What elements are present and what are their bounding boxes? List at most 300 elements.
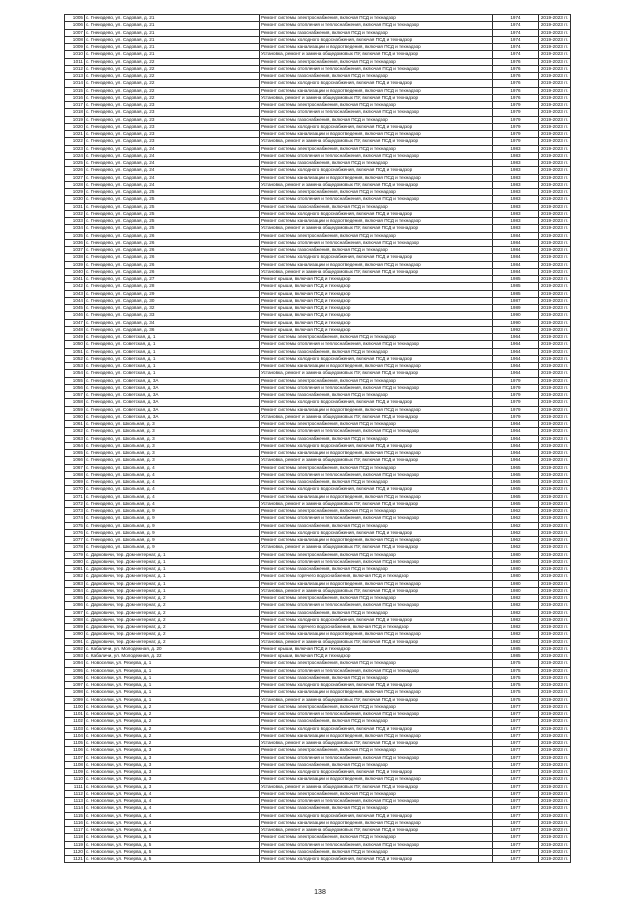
period-cell: 2019-2023 гг.	[539, 377, 571, 384]
table-row	[65, 711, 571, 718]
row-number: 1066	[65, 457, 85, 464]
address-cell: с. Новоселки, ул. Резерва, д. 1	[85, 674, 260, 681]
address-cell: с. Гнеиздево, ул. Садовая, д. 26	[85, 268, 260, 275]
row-number: 1028	[65, 181, 85, 188]
row-number: 1100	[65, 703, 85, 710]
year-built-cell: 1964	[493, 442, 539, 449]
address-cell: с. Гнеиздево, ул. Садовая, д. 22	[85, 87, 260, 94]
year-built-cell: 1979	[493, 413, 539, 420]
table-row	[65, 341, 571, 348]
work-type-cell: Ремонт системы холодного водоснабжения, включая ПСД и технадзор	[260, 725, 493, 732]
year-built-cell: 1982	[493, 595, 539, 602]
address-cell: с. Дарковичи, тер. Дом-интернат, д. 2	[85, 616, 260, 623]
address-cell: с. Гнеиздево, ул. Садовая, д. 25	[85, 203, 260, 210]
address-cell: с. Гнеиздево, ул. Советская, д. 3А	[85, 399, 260, 406]
period-cell: 2019-2023 гг.	[539, 725, 571, 732]
address-cell: с. Новоселки, ул. Резерва, д. 1	[85, 682, 260, 689]
work-type-cell: Ремонт системы газоснабжения, включая ПСД и технадзор	[260, 160, 493, 167]
year-built-cell: 1983	[493, 196, 539, 203]
table-row	[65, 573, 571, 580]
work-type-cell: Ремонт системы отопления и теплоснабжения, включая ПСД и технадзор	[260, 754, 493, 761]
address-cell: с. Гнеиздево, ул. Садовая, д. 26	[85, 239, 260, 246]
period-cell: 2019-2023 гг.	[539, 631, 571, 638]
table-row	[65, 544, 571, 551]
period-cell: 2019-2023 гг.	[539, 254, 571, 261]
work-type-cell: Ремонт системы отопления и теплоснабжения, включая ПСД и технадзор	[260, 602, 493, 609]
year-built-cell: 1977	[493, 783, 539, 790]
address-cell: с. Новоселки, ул. Резерва, д. 4	[85, 812, 260, 819]
table-row	[65, 268, 571, 275]
address-cell: с. Новоселки, ул. Резерва, д. 4	[85, 827, 260, 834]
table-row	[65, 827, 571, 834]
year-built-cell: 1980	[493, 580, 539, 587]
work-type-cell: Установка, ремонт и замена общедомовых ПУ, включая ПСД и технадзор	[260, 457, 493, 464]
year-built-cell: 1990	[493, 312, 539, 319]
work-type-cell: Установка, ремонт и замена общедомовых ПУ, включая ПСД и технадзор	[260, 181, 493, 188]
address-cell: с. Гнеиздево, ул. Школьная, д. 3	[85, 428, 260, 435]
year-built-cell: 1979	[493, 377, 539, 384]
table-row	[65, 551, 571, 558]
work-type-cell: Ремонт системы холодного водоснабжения, включая ПСД и технадзор	[260, 769, 493, 776]
year-built-cell: 1982	[493, 638, 539, 645]
address-cell: с. Новоселки, ул. Резерва, д. 3	[85, 747, 260, 754]
year-built-cell: 1983	[493, 160, 539, 167]
row-number: 1006	[65, 22, 85, 29]
row-number: 1024	[65, 152, 85, 159]
work-type-cell: Ремонт системы канализации и водоотведения, включая ПСД и технадзор	[260, 493, 493, 500]
row-number: 1020	[65, 123, 85, 130]
row-number: 1086	[65, 602, 85, 609]
work-type-cell: Ремонт системы отопления и теплоснабжения, включая ПСД и технадзор	[260, 239, 493, 246]
year-built-cell: 1983	[493, 145, 539, 152]
year-built-cell: 1977	[493, 819, 539, 826]
row-number: 1109	[65, 769, 85, 776]
year-built-cell: 1965	[493, 464, 539, 471]
period-cell: 2019-2023 гг.	[539, 711, 571, 718]
work-type-cell: Ремонт системы газоснабжения, включая ПСД и технадзор	[260, 609, 493, 616]
row-number: 1031	[65, 203, 85, 210]
work-type-cell: Установка, ремонт и замена общедомовых ПУ, включая ПСД и технадзор	[260, 827, 493, 834]
address-cell: с. Дарковичи, тер. Дом-интернат, д. 2	[85, 638, 260, 645]
row-number: 1111	[65, 783, 85, 790]
table-row	[65, 174, 571, 181]
table-row	[65, 138, 571, 145]
work-type-cell: Ремонт крыши, включая ПСД и технадзор	[260, 326, 493, 333]
year-built-cell: 1977	[493, 805, 539, 812]
year-built-cell: 1964	[493, 428, 539, 435]
row-number: 1033	[65, 218, 85, 225]
address-cell: с. Гнеиздево, ул. Школьная, д. 3	[85, 442, 260, 449]
address-cell: с. Новоселки, ул. Резерва, д. 1	[85, 667, 260, 674]
year-built-cell: 1977	[493, 754, 539, 761]
year-built-cell: 1976	[493, 87, 539, 94]
row-number: 1093	[65, 653, 85, 660]
work-type-cell: Ремонт системы отопления и теплоснабжения, включая ПСД и технадзор	[260, 515, 493, 522]
table-row	[65, 355, 571, 362]
work-type-cell: Ремонт системы электроснабжения, включая ПСД и технадзор	[260, 595, 493, 602]
address-cell: с. Гнеиздево, ул. Садовая, д. 23	[85, 138, 260, 145]
year-built-cell: 1965	[493, 493, 539, 500]
table-row	[65, 377, 571, 384]
table-row	[65, 276, 571, 283]
period-cell: 2019-2023 гг.	[539, 587, 571, 594]
year-built-cell: 1977	[493, 747, 539, 754]
address-cell: с. Кабаличи, ул. Молодежная, д. 20	[85, 645, 260, 652]
table-row	[65, 457, 571, 464]
address-cell: с. Новоселки, ул. Резерва, д. 2	[85, 725, 260, 732]
table-row	[65, 181, 571, 188]
table-row	[65, 529, 571, 536]
table-row	[65, 406, 571, 413]
table-row	[65, 624, 571, 631]
period-cell: 2019-2023 гг.	[539, 660, 571, 667]
work-type-cell: Ремонт системы электроснабжения, включая ПСД и технадзор	[260, 102, 493, 109]
period-cell: 2019-2023 гг.	[539, 341, 571, 348]
work-type-cell: Ремонт системы газоснабжения, включая ПСД и технадзор	[260, 203, 493, 210]
period-cell: 2019-2023 гг.	[539, 15, 571, 22]
period-cell: 2019-2023 гг.	[539, 36, 571, 43]
year-built-cell: 1983	[493, 181, 539, 188]
address-cell: с. Гнеиздево, ул. Садовая, д. 23	[85, 116, 260, 123]
work-type-cell: Ремонт системы канализации и водоотведения, включая ПСД и технадзор	[260, 44, 493, 51]
period-cell: 2019-2023 гг.	[539, 283, 571, 290]
period-cell: 2019-2023 гг.	[539, 682, 571, 689]
row-number: 1040	[65, 268, 85, 275]
work-type-cell: Ремонт системы отопления и теплоснабжения, включая ПСД и технадзор	[260, 667, 493, 674]
work-type-cell: Ремонт системы газоснабжения, включая ПСД и технадзор	[260, 479, 493, 486]
address-cell: с. Новоселки, ул. Резерва, д. 4	[85, 805, 260, 812]
address-cell: с. Новоселки, ул. Резерва, д. 2	[85, 703, 260, 710]
year-built-cell: 1977	[493, 703, 539, 710]
year-built-cell: 1977	[493, 769, 539, 776]
row-number: 1005	[65, 15, 85, 22]
address-cell: с. Гнеиздево, ул. Садовая, д. 28	[85, 283, 260, 290]
table-row	[65, 558, 571, 565]
table-row	[65, 479, 571, 486]
work-type-cell: Ремонт системы отопления и теплоснабжения, включая ПСД и технадзор	[260, 152, 493, 159]
period-cell: 2019-2023 гг.	[539, 421, 571, 428]
work-type-cell: Ремонт системы газоснабжения, включая ПСД и технадзор	[260, 392, 493, 399]
work-type-cell: Ремонт системы электроснабжения, включая ПСД и технадзор	[260, 145, 493, 152]
row-number: 1036	[65, 239, 85, 246]
row-number: 1063	[65, 435, 85, 442]
row-number: 1032	[65, 210, 85, 217]
row-number: 1107	[65, 754, 85, 761]
work-type-cell: Ремонт системы отопления и теплоснабжения, включая ПСД и технадзор	[260, 711, 493, 718]
address-cell: с. Гнеиздево, ул. Садовая, д. 29	[85, 290, 260, 297]
address-cell: с. Новоселки, ул. Резерва, д. 5	[85, 856, 260, 863]
year-built-cell: 1983	[493, 210, 539, 217]
period-cell: 2019-2023 гг.	[539, 479, 571, 486]
table-row	[65, 160, 571, 167]
table-row	[65, 674, 571, 681]
address-cell: с. Гнеиздево, ул. Садовая, д. 24	[85, 167, 260, 174]
row-number: 1029	[65, 189, 85, 196]
year-built-cell: 1983	[493, 225, 539, 232]
table-row	[65, 370, 571, 377]
address-cell: с. Гнеиздево, ул. Школьная, д. 4	[85, 471, 260, 478]
year-built-cell: 1980	[493, 566, 539, 573]
period-cell: 2019-2023 гг.	[539, 326, 571, 333]
year-built-cell: 1982	[493, 616, 539, 623]
work-type-cell: Установка, ремонт и замена общедомовых ПУ, включая ПСД и технадзор	[260, 370, 493, 377]
address-cell: с. Новоселки, ул. Резерва, д. 2	[85, 740, 260, 747]
address-cell: с. Новоселки, ул. Резерва, д. 4	[85, 798, 260, 805]
row-number: 1043	[65, 290, 85, 297]
work-type-cell: Ремонт системы канализации и водоотведения, включая ПСД и технадзор	[260, 131, 493, 138]
table-row	[65, 754, 571, 761]
address-cell: с. Дарковичи, тер. Дом-интернат, д. 1	[85, 551, 260, 558]
year-built-cell: 1979	[493, 102, 539, 109]
period-cell: 2019-2023 гг.	[539, 355, 571, 362]
year-built-cell: 1964	[493, 355, 539, 362]
work-type-cell: Ремонт системы электроснабжения, включая ПСД и технадзор	[260, 660, 493, 667]
work-type-cell: Установка, ремонт и замена общедомовых ПУ, включая ПСД и технадзор	[260, 587, 493, 594]
row-number: 1067	[65, 464, 85, 471]
address-cell: с. Гнеиздево, ул. Садовая, д. 23	[85, 131, 260, 138]
table-row	[65, 319, 571, 326]
year-built-cell: 1977	[493, 798, 539, 805]
address-cell: с. Гнеиздево, ул. Садовая, д. 25	[85, 196, 260, 203]
work-type-cell: Ремонт системы канализации и водоотведения, включая ПСД и технадзор	[260, 363, 493, 370]
table-row	[65, 798, 571, 805]
work-type-cell: Ремонт системы отопления и теплоснабжения, включая ПСД и технадзор	[260, 798, 493, 805]
year-built-cell: 1962	[493, 544, 539, 551]
address-cell: с. Гнеиздево, ул. Школьная, д. 9	[85, 508, 260, 515]
table-row	[65, 566, 571, 573]
table-row	[65, 689, 571, 696]
period-cell: 2019-2023 гг.	[539, 573, 571, 580]
row-number: 1094	[65, 660, 85, 667]
table-row	[65, 653, 571, 660]
row-number: 1058	[65, 399, 85, 406]
row-number: 1114	[65, 805, 85, 812]
address-cell: с. Гнеиздево, ул. Советская, д. 1	[85, 363, 260, 370]
period-cell: 2019-2023 гг.	[539, 493, 571, 500]
period-cell: 2019-2023 гг.	[539, 537, 571, 544]
address-cell: с. Гнеиздево, ул. Садовая, д. 21	[85, 15, 260, 22]
page-number: 138	[314, 889, 326, 896]
work-type-cell: Ремонт системы электроснабжения, включая ПСД и технадзор	[260, 834, 493, 841]
work-type-cell: Ремонт системы электроснабжения, включая ПСД и технадзор	[260, 15, 493, 22]
address-cell: с. Гнеиздево, ул. Садовая, д. 22	[85, 58, 260, 65]
address-cell: с. Гнеиздево, ул. Садовая, д. 25	[85, 210, 260, 217]
period-cell: 2019-2023 гг.	[539, 616, 571, 623]
period-cell: 2019-2023 гг.	[539, 384, 571, 391]
year-built-cell: 1977	[493, 725, 539, 732]
row-number: 1075	[65, 522, 85, 529]
table-row	[65, 580, 571, 587]
work-type-cell: Ремонт системы холодного водоснабжения, включая ПСД и технадзор	[260, 36, 493, 43]
row-number: 1030	[65, 196, 85, 203]
table-row	[65, 218, 571, 225]
row-number: 1098	[65, 689, 85, 696]
table-row	[65, 399, 571, 406]
period-cell: 2019-2023 гг.	[539, 152, 571, 159]
period-cell: 2019-2023 гг.	[539, 761, 571, 768]
address-cell: с. Гнеиздево, ул. Садовая, д. 21	[85, 44, 260, 51]
table-row	[65, 87, 571, 94]
address-cell: с. Гнеиздево, ул. Садовая, д. 21	[85, 22, 260, 29]
period-cell: 2019-2023 гг.	[539, 834, 571, 841]
address-cell: с. Гнеиздево, ул. Садовая, д. 32	[85, 305, 260, 312]
table-row	[65, 203, 571, 210]
address-cell: с. Дарковичи, тер. Дом-интернат, д. 2	[85, 609, 260, 616]
work-type-cell: Ремонт системы электроснабжения, включая ПСД и технадзор	[260, 464, 493, 471]
row-number: 1077	[65, 537, 85, 544]
table-row	[65, 80, 571, 87]
period-cell: 2019-2023 гг.	[539, 80, 571, 87]
address-cell: с. Гнеиздево, ул. Садовая, д. 22	[85, 73, 260, 80]
table-row	[65, 725, 571, 732]
table-row	[65, 167, 571, 174]
year-built-cell: 1964	[493, 450, 539, 457]
row-number: 1061	[65, 421, 85, 428]
row-number: 1008	[65, 36, 85, 43]
work-type-cell: Ремонт системы канализации и водоотведения, включая ПСД и технадзор	[260, 450, 493, 457]
work-type-cell: Установка, ремонт и замена общедомовых ПУ, включая ПСД и технадзор	[260, 51, 493, 58]
table-row	[65, 587, 571, 594]
row-number: 1102	[65, 718, 85, 725]
year-built-cell: 1974	[493, 44, 539, 51]
table-row	[65, 239, 571, 246]
period-cell: 2019-2023 гг.	[539, 181, 571, 188]
table-row	[65, 428, 571, 435]
year-built-cell: 1985	[493, 653, 539, 660]
year-built-cell: 1976	[493, 94, 539, 101]
work-type-cell: Ремонт системы электроснабжения, включая ПСД и технадзор	[260, 747, 493, 754]
table-row	[65, 73, 571, 80]
period-cell: 2019-2023 гг.	[539, 94, 571, 101]
table-row	[65, 116, 571, 123]
table-row	[65, 776, 571, 783]
year-built-cell: 1989	[493, 305, 539, 312]
row-number: 1119	[65, 841, 85, 848]
period-cell: 2019-2023 гг.	[539, 58, 571, 65]
work-type-cell: Ремонт системы отопления и теплоснабжения, включая ПСД и технадзор	[260, 22, 493, 29]
year-built-cell: 1974	[493, 51, 539, 58]
row-number: 1059	[65, 406, 85, 413]
row-number: 1085	[65, 595, 85, 602]
address-cell: с. Гнеиздево, ул. Советская, д. 1	[85, 334, 260, 341]
address-cell: с. Новоселки, ул. Резерва, д. 1	[85, 696, 260, 703]
year-built-cell: 1964	[493, 363, 539, 370]
period-cell: 2019-2023 гг.	[539, 805, 571, 812]
address-cell: с. Гнеиздево, ул. Советская, д. 3А	[85, 406, 260, 413]
work-type-cell: Установка, ремонт и замена общедомовых ПУ, включая ПСД и технадзор	[260, 500, 493, 507]
work-type-cell: Установка, ремонт и замена общедомовых ПУ, включая ПСД и технадзор	[260, 638, 493, 645]
address-cell: с. Гнеиздево, ул. Садовая, д. 21	[85, 36, 260, 43]
period-cell: 2019-2023 гг.	[539, 457, 571, 464]
row-number: 1019	[65, 116, 85, 123]
year-built-cell: 1976	[493, 73, 539, 80]
year-built-cell: 1980	[493, 573, 539, 580]
repair-schedule-table	[64, 14, 571, 863]
address-cell: с. Дарковичи, тер. Дом-интернат, д. 2	[85, 595, 260, 602]
period-cell: 2019-2023 гг.	[539, 769, 571, 776]
work-type-cell: Ремонт системы холодного водоснабжения, включая ПСД и технадзор	[260, 442, 493, 449]
table-row	[65, 58, 571, 65]
table-row	[65, 312, 571, 319]
table-row	[65, 703, 571, 710]
table-body	[65, 15, 571, 863]
address-cell: с. Гнеиздево, ул. Школьная, д. 4	[85, 500, 260, 507]
row-number: 1037	[65, 247, 85, 254]
work-type-cell: Установка, ремонт и замена общедомовых ПУ, включая ПСД и технадзор	[260, 225, 493, 232]
row-number: 1078	[65, 544, 85, 551]
work-type-cell: Установка, ремонт и замена общедомовых ПУ, включая ПСД и технадзор	[260, 138, 493, 145]
row-number: 1103	[65, 725, 85, 732]
address-cell: с. Гнеиздево, ул. Садовая, д. 21	[85, 51, 260, 58]
year-built-cell: 1965	[493, 471, 539, 478]
table-row	[65, 500, 571, 507]
period-cell: 2019-2023 гг.	[539, 319, 571, 326]
table-row	[65, 718, 571, 725]
work-type-cell: Ремонт системы электроснабжения, включая ПСД и технадзор	[260, 189, 493, 196]
work-type-cell: Ремонт системы газоснабжения, включая ПСД и технадзор	[260, 116, 493, 123]
year-built-cell: 1977	[493, 848, 539, 855]
table-row	[65, 761, 571, 768]
year-built-cell: 1982	[493, 602, 539, 609]
year-built-cell: 1984	[493, 268, 539, 275]
table-row	[65, 29, 571, 36]
period-cell: 2019-2023 гг.	[539, 754, 571, 761]
year-built-cell: 1975	[493, 660, 539, 667]
row-number: 1121	[65, 856, 85, 863]
period-cell: 2019-2023 гг.	[539, 689, 571, 696]
row-number: 1015	[65, 87, 85, 94]
year-built-cell: 1962	[493, 515, 539, 522]
period-cell: 2019-2023 гг.	[539, 29, 571, 36]
year-built-cell: 1984	[493, 239, 539, 246]
address-cell: с. Новоселки, ул. Резерва, д. 1	[85, 660, 260, 667]
work-type-cell: Ремонт системы канализации и водоотведения, включая ПСД и технадзор	[260, 261, 493, 268]
year-built-cell: 1962	[493, 508, 539, 515]
period-cell: 2019-2023 гг.	[539, 268, 571, 275]
period-cell: 2019-2023 гг.	[539, 334, 571, 341]
work-type-cell: Ремонт системы горячего водоснабжения, включая ПСД и технадзор	[260, 624, 493, 631]
period-cell: 2019-2023 гг.	[539, 116, 571, 123]
row-number: 1035	[65, 232, 85, 239]
year-built-cell: 1984	[493, 232, 539, 239]
work-type-cell: Ремонт системы канализации и водоотведения, включая ПСД и технадзор	[260, 406, 493, 413]
work-type-cell: Ремонт крыши, включая ПСД и технадзор	[260, 283, 493, 290]
period-cell: 2019-2023 гг.	[539, 790, 571, 797]
work-type-cell: Ремонт системы горячего водоснабжения, включая ПСД и технадзор	[260, 573, 493, 580]
table-row	[65, 450, 571, 457]
address-cell: с. Гнеиздево, ул. Советская, д. 3А	[85, 377, 260, 384]
work-type-cell: Ремонт системы канализации и водоотведения, включая ПСД и технадзор	[260, 689, 493, 696]
table-row	[65, 616, 571, 623]
year-built-cell: 1964	[493, 348, 539, 355]
table-row	[65, 609, 571, 616]
work-type-cell: Ремонт системы канализации и водоотведения, включая ПСД и технадзор	[260, 819, 493, 826]
work-type-cell: Ремонт крыши, включая ПСД и технадзор	[260, 319, 493, 326]
year-built-cell: 1979	[493, 131, 539, 138]
work-type-cell: Установка, ремонт и замена общедомовых ПУ, включая ПСД и технадзор	[260, 268, 493, 275]
address-cell: с. Кабаличи, ул. Молодежная, д. 22	[85, 653, 260, 660]
year-built-cell: 1965	[493, 479, 539, 486]
table-row	[65, 152, 571, 159]
period-cell: 2019-2023 гг.	[539, 102, 571, 109]
table-row	[65, 667, 571, 674]
work-type-cell: Ремонт крыши, включая ПСД и технадзор	[260, 276, 493, 283]
year-built-cell: 1962	[493, 537, 539, 544]
period-cell: 2019-2023 гг.	[539, 428, 571, 435]
work-type-cell: Ремонт крыши, включая ПСД и технадзор	[260, 290, 493, 297]
address-cell: с. Гнеиздево, ул. Школьная, д. 4	[85, 479, 260, 486]
period-cell: 2019-2023 гг.	[539, 348, 571, 355]
